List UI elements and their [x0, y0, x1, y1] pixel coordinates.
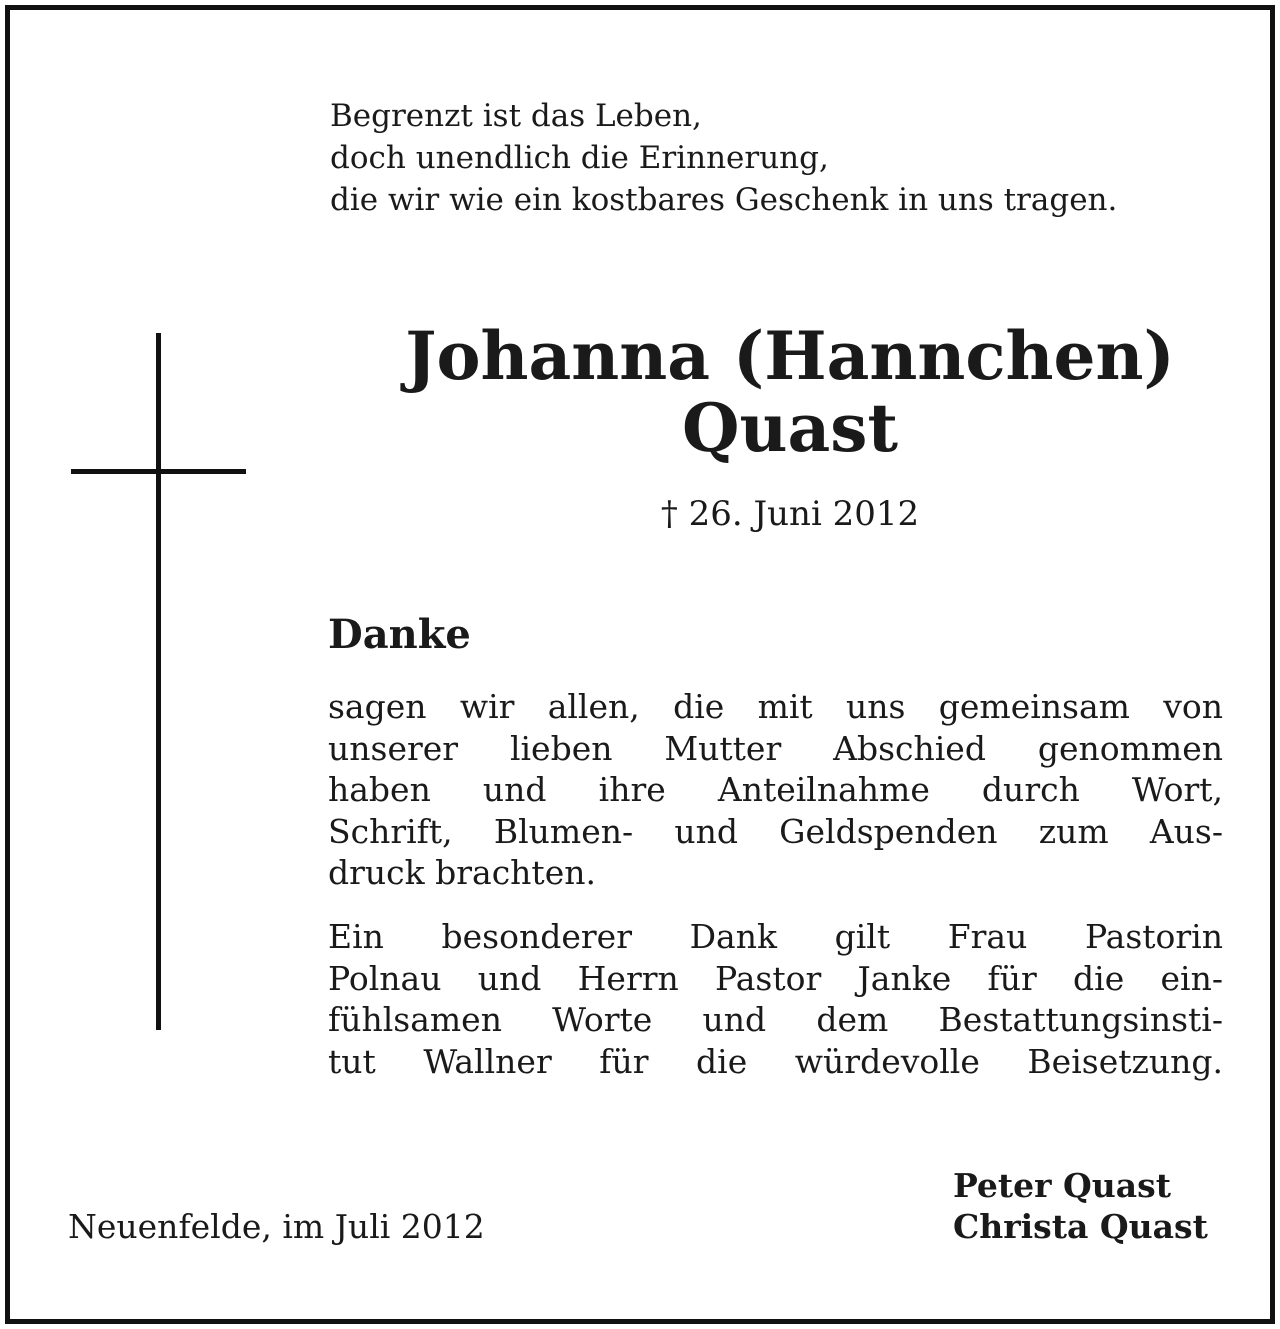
text-line: sagen wir allen, die mit uns gemeinsam von — [328, 687, 1223, 726]
signatory-name: Peter Quast — [953, 1166, 1171, 1205]
obituary-frame — [5, 5, 1275, 1324]
death-date: † 26. Juni 2012 — [660, 494, 920, 534]
memorial-quote — [330, 95, 1250, 221]
deceased-name — [330, 317, 1250, 467]
thanks-heading: Danke — [328, 611, 471, 658]
quote-line: Begrenzt ist das Leben, — [330, 98, 702, 134]
text-line: unserer lieben Mutter Abschied genommen — [328, 728, 1223, 768]
quote-line: die wir wie ein kostbares Geschenk in uns tragen. — [330, 182, 1118, 218]
deceased-name-line2: Quast — [682, 389, 898, 467]
cross-icon-vertical-beam — [156, 333, 161, 1030]
signatory-name: Christa Quast — [953, 1207, 1208, 1246]
text-line: Schrift, Blumen- und Geldspenden zum Aus- — [328, 811, 1223, 851]
text-line: Polnau und Herrn Pastor Janke für die ein- — [328, 958, 1223, 998]
deceased-name-line1: Johanna (Hannchen) — [405, 317, 1175, 395]
cross-icon-horizontal-beam — [71, 469, 246, 474]
text-line: tut Wallner für die würdevolle Beisetzung. — [328, 1041, 1223, 1081]
text-line: fühlsamen Worte und dem Bestattungsinsti- — [328, 1000, 1223, 1039]
thanks-paragraph-1 — [328, 686, 1223, 894]
signatories — [953, 1165, 1208, 1247]
thanks-paragraph-2 — [328, 916, 1223, 1082]
place-and-date: Neuenfelde, im Juli 2012 — [68, 1207, 485, 1246]
text-line: druck brachten. — [328, 853, 596, 892]
quote-line: doch unendlich die Erinnerung, — [330, 140, 829, 176]
text-line: haben und ihre Anteilnahme durch Wort, — [328, 770, 1223, 809]
text-line: Ein besonderer Dank gilt Frau Pastorin — [328, 917, 1223, 956]
